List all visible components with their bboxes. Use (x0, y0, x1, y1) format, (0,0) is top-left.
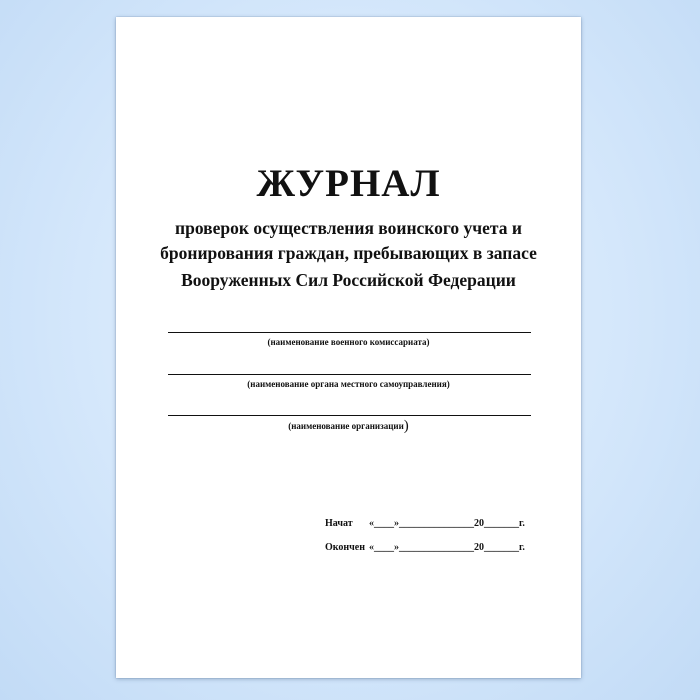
caption-text: (наименование организации (288, 421, 404, 431)
subtitle-line-2: бронирования граждан, пребывающих в запасе (160, 243, 537, 263)
end-date-label: Окончен (325, 542, 366, 553)
document-title: ЖУРНАЛ (256, 162, 441, 205)
local-government-caption (116, 378, 581, 390)
end-date-row (325, 541, 525, 555)
caption-text: (наименование военного комиссариата) (267, 337, 430, 347)
journal-cover-page (116, 17, 581, 678)
subtitle-line-1: проверок осуществления воинского учета и (175, 218, 522, 238)
organization-caption (116, 420, 581, 432)
caption-text: (наименование органа местного самоуправления) (247, 379, 450, 389)
start-date-row (325, 517, 525, 531)
subtitle-line-3: Вооруженных Сил Российской Федерации (181, 270, 516, 290)
organization-line (168, 415, 531, 416)
start-date-label: Начат (325, 518, 353, 529)
end-date-blank: «____»_______________20_______г. (369, 542, 525, 553)
military-commissariat-line (168, 332, 531, 333)
caption-paren: ) (403, 418, 409, 434)
start-date-blank: «____»_______________20_______г. (369, 518, 525, 529)
local-government-line (168, 374, 531, 375)
military-commissariat-caption (116, 336, 581, 348)
